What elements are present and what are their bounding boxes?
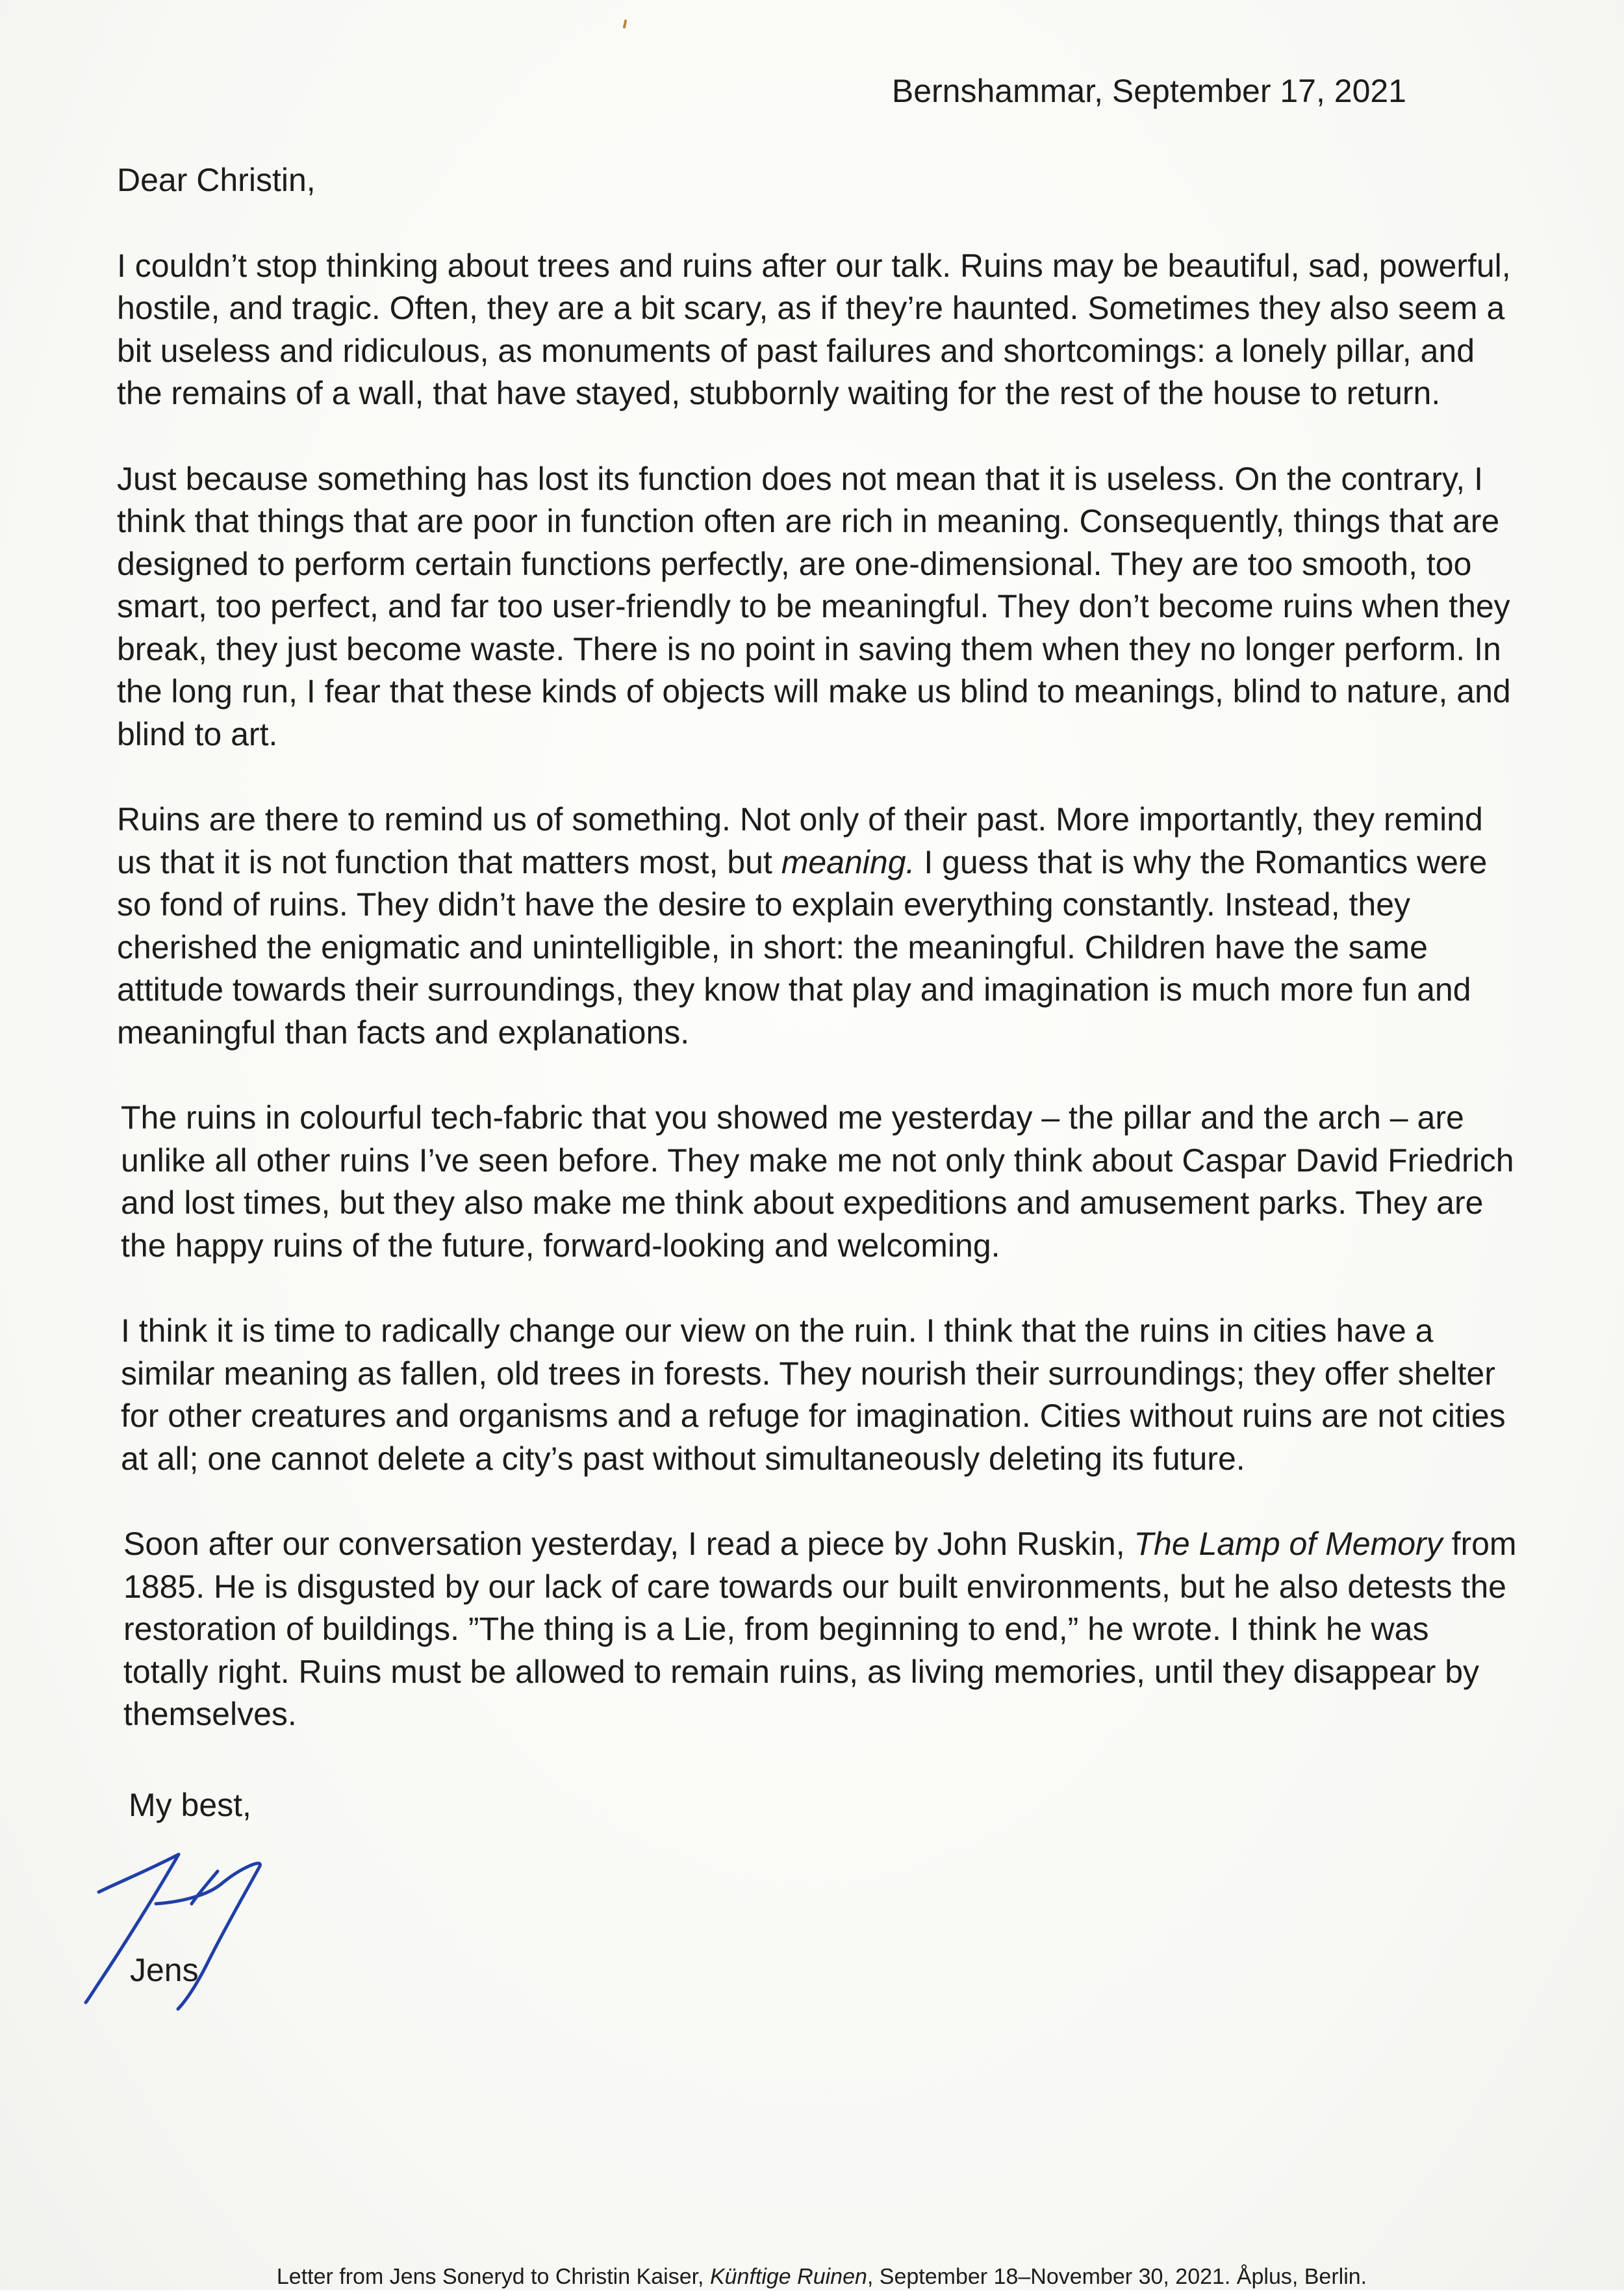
paragraph-6 (117, 1523, 1520, 1736)
paragraph-3 (117, 799, 1520, 1054)
footer-caption (0, 2262, 1624, 2291)
signed-name: Jens (130, 1952, 199, 1988)
paragraph-6-title: The Lamp of Memory (1134, 1526, 1443, 1562)
paragraph-3-text-b: I guess that is why the Romantics were so fond of ruins. They didn’t have the desire to explain everything constantly. Instead, they cherished the enigmatic and unintelligible, in short: the meaningful. Children have the same attitude towards their surroundings, they know that play and imagination is much more fun and meaningful than facts and explanations. (117, 843, 1488, 1051)
footer-text-b: , September 18–November 30, 2021. Åplus, Berlin. (867, 2264, 1367, 2289)
footer-exhibition-title: Künftige Ruinen (709, 2264, 867, 2289)
paragraph-3-text-a: Ruins are there to remind us of something. Not only of their past. More importantly, they remind us that it is not function that matters most, but (117, 801, 1483, 880)
signature-scribble (45, 1832, 351, 2040)
paragraph-4: The ruins in colourful tech-fabric that you showed me yesterday – the pillar and the arch – are unlike all other ruins I’ve seen before. They make me not only think about Caspar David Friedrich and lost times, but they also make me think about expeditions and amusement parks. They are the happy ruins of the future, forward-looking and welcoming. (121, 1099, 1514, 1264)
paragraph-2: Just because something has lost its function does not mean that it is useless. On the contrary, I think that things that are poor in function often are rich in meaning. Consequently, things that are designed to perform certain functions perfectly, are one-dimensional. They are too smooth, too smart, too perfect, and far too user-friendly to be meaningful. They don’t become ruins when they break, they just become waste. There is no point in saving them when they no longer perform. In the long run, I fear that these kinds of objects will make us blind to meanings, blind to nature, and blind to art. (117, 460, 1511, 752)
paper-speck (623, 19, 628, 29)
dateline: Bernshammar, September 17, 2021 (891, 73, 1406, 109)
letter-body (117, 159, 1520, 1779)
salutation: Dear Christin, (117, 162, 316, 198)
paragraph-5: I think it is time to radically change our view on the ruin. I think that the ruins in cities have a similar meaning as fallen, old trees in forests. They nourish their surroundings; they offer shelter for other creatures and organisms and a refuge for imagination. Cities without ruins are not cities at all; one cannot delete a city’s past without simultaneously deleting its future. (121, 1312, 1506, 1477)
paragraph-3-emphasis: meaning. (781, 843, 915, 880)
paragraph-6-text-b: from 1885. He is disgusted by our lack of care towards our built environments, but he also detests the restoration of buildings. ”The thing is a Lie, from beginning to end,” he wrote. I think he was totally right. Ruins must be allowed to remain ruins, as living memories, until they disappear by themselves. (123, 1526, 1517, 1732)
paragraph-1: I couldn’t stop thinking about trees and ruins after our talk. Ruins may be beautiful, sad, powerful, hostile, and tragic. Often, they are a bit scary, as if they’re haunted. Sometimes they also seem a bit useless and ridiculous, as monuments of past failures and shortcomings: a lonely pillar, and the remains of a wall, that have stayed, stubbornly waiting for the rest of the house to return. (117, 247, 1511, 411)
footer-text-a: Letter from Jens Soneryd to Christin Kaiser, (276, 2264, 710, 2289)
paragraph-6-text-a: Soon after our conversation yesterday, I read a piece by John Ruskin, (123, 1526, 1134, 1562)
closing: My best, (129, 1787, 251, 1823)
